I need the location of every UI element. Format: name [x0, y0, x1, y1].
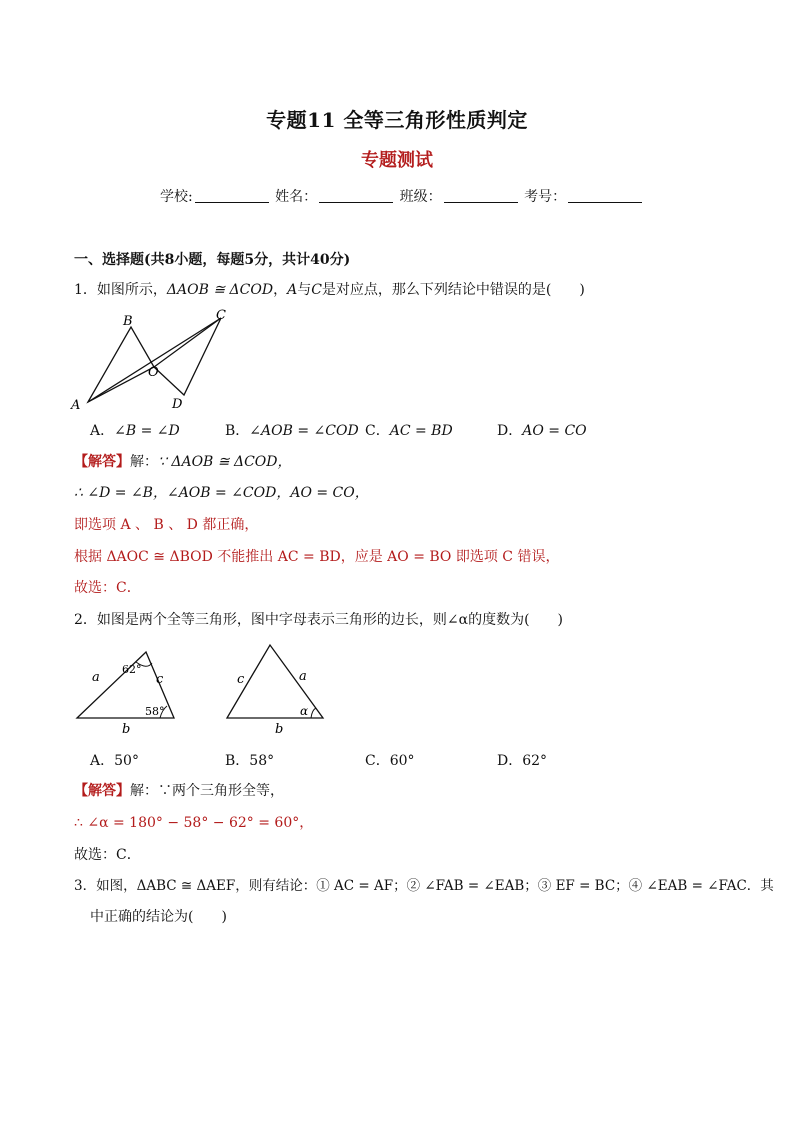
label-c: C — [216, 308, 226, 323]
q2-answer-line-2: ∴ ∠α = 180° − 58° − 62° = 60°， — [74, 815, 314, 831]
q2-answer-line-3: 故选：C． — [74, 847, 141, 863]
q2-figure-1 — [70, 640, 182, 740]
q2-option-d[interactable]: D．62° — [497, 753, 548, 769]
q1-answer-line-3: 即选项 A 、 B 、 D 都正确， — [74, 517, 259, 533]
fig1-angle-top: 62° — [122, 663, 142, 676]
exam-no-label: 考号： — [524, 189, 567, 205]
q2-answer-line-1: 【解答】解：∵两个三角形全等， — [74, 783, 284, 799]
triangle-cod — [154, 318, 221, 395]
fig1-side-c: c — [156, 672, 164, 687]
page-title: 专题11 全等三角形性质判定 — [266, 108, 528, 132]
label-d: D — [172, 397, 183, 412]
q3-stem-line-2: 中正确的结论为( ) — [90, 909, 227, 925]
q1-option-c[interactable]: C．AC = BD — [365, 423, 453, 439]
q1-option-b[interactable]: B．∠AOB = ∠COD — [225, 423, 359, 439]
fig2-side-b: b — [275, 722, 284, 737]
q1-answer-line-1: 【解答】解：∵ ΔAOB ≅ ΔCOD， — [74, 454, 292, 470]
q1-answer-line-5: 故选：C． — [74, 580, 141, 596]
q1-figure — [66, 305, 246, 415]
student-info-row — [160, 186, 644, 206]
q1-option-d[interactable]: D．AO = CO — [497, 423, 587, 439]
section-heading: 一、选择题(共8小题，每题5分，共计40分) — [74, 252, 351, 268]
name-label: 姓名： — [275, 189, 318, 205]
label-a: A — [71, 398, 81, 413]
angle-arc-alpha — [311, 708, 316, 718]
fig1-side-a: a — [92, 670, 100, 685]
q1-option-a[interactable]: A．∠B = ∠D — [90, 423, 180, 439]
page-subtitle: 专题测试 — [361, 150, 433, 171]
school-label: 学校: — [160, 189, 193, 205]
school-blank[interactable] — [195, 188, 269, 203]
q3-stem-line-1: 3．如图，ΔABC ≅ ΔAEF，则有结论：① AC = AF；② ∠FAB = ∠EAB；③ EF = BC；④ ∠EAB = ∠FAC．其 — [74, 878, 774, 894]
q2-figure-2 — [220, 640, 332, 740]
fig1-angle-right: 58° — [145, 705, 165, 718]
answer-tag: 【解答】 — [74, 783, 130, 799]
q1-answer-line-4: 根据 ΔAOC ≅ ΔBOD 不能推出 AC = BD，应是 AO = BO 即选项 C 错误， — [74, 549, 560, 565]
exam-no-blank[interactable] — [568, 188, 642, 203]
q1-answer-line-2: ∴ ∠D = ∠B，∠AOB = ∠COD，AO = CO， — [74, 485, 369, 501]
q2-option-b[interactable]: B．58° — [225, 753, 275, 769]
triangle-aob — [88, 327, 154, 402]
q1-stem: 1．如图所示，ΔAOB ≅ ΔCOD，A与C是对应点，那么下列结论中错误的是( ) — [74, 282, 585, 298]
class-blank[interactable] — [444, 188, 518, 203]
q2-stem: 2．如图是两个全等三角形，图中字母表示三角形的边长，则∠α的度数为( ) — [74, 612, 564, 628]
fig2-angle-alpha: α — [300, 704, 309, 718]
q2-option-c[interactable]: C．60° — [365, 753, 415, 769]
fig2-side-c: c — [237, 672, 245, 687]
label-o: O — [148, 365, 159, 380]
fig1-side-b: b — [122, 722, 131, 737]
class-label: 班级： — [399, 189, 442, 205]
answer-tag: 【解答】 — [74, 454, 130, 470]
fig2-side-a: a — [299, 669, 307, 684]
name-blank[interactable] — [319, 188, 393, 203]
q2-option-a[interactable]: A．50° — [90, 753, 139, 769]
label-b: B — [123, 314, 133, 329]
